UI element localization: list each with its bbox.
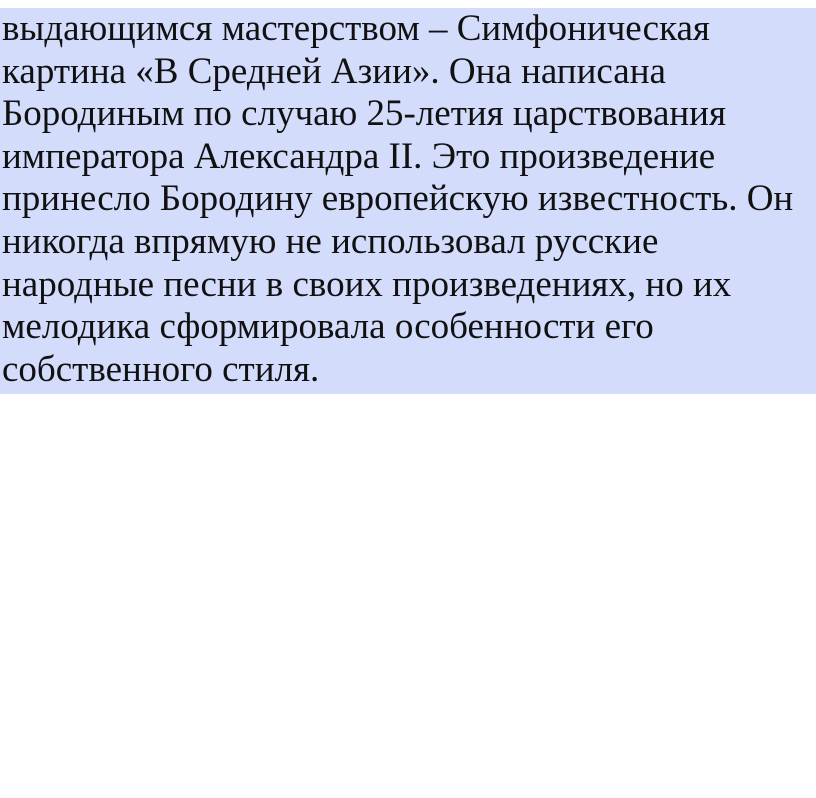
text-paragraph bbox=[0, 8, 816, 394]
paragraph-line: мелодика сформировала особенности его bbox=[2, 306, 654, 348]
paragraph-line: народные песни в своих произведениях, но их bbox=[2, 263, 732, 305]
paragraph-line: императора Александра II. Это произведение bbox=[2, 135, 716, 177]
paragraph-line: картина «В Средней Азии». Она написана bbox=[2, 50, 666, 92]
paragraph-line: Бородиным по случаю 25-летия царствования bbox=[2, 93, 726, 135]
paragraph-line: никогда впрямую не использовал русские bbox=[2, 220, 659, 262]
paragraph-line: принесло Бородину европейскую известность. Он bbox=[2, 178, 794, 220]
paragraph-line: собственного стиля. bbox=[2, 348, 320, 390]
paragraph-line: выдающимся мастерством – Симфоническая bbox=[2, 8, 710, 49]
